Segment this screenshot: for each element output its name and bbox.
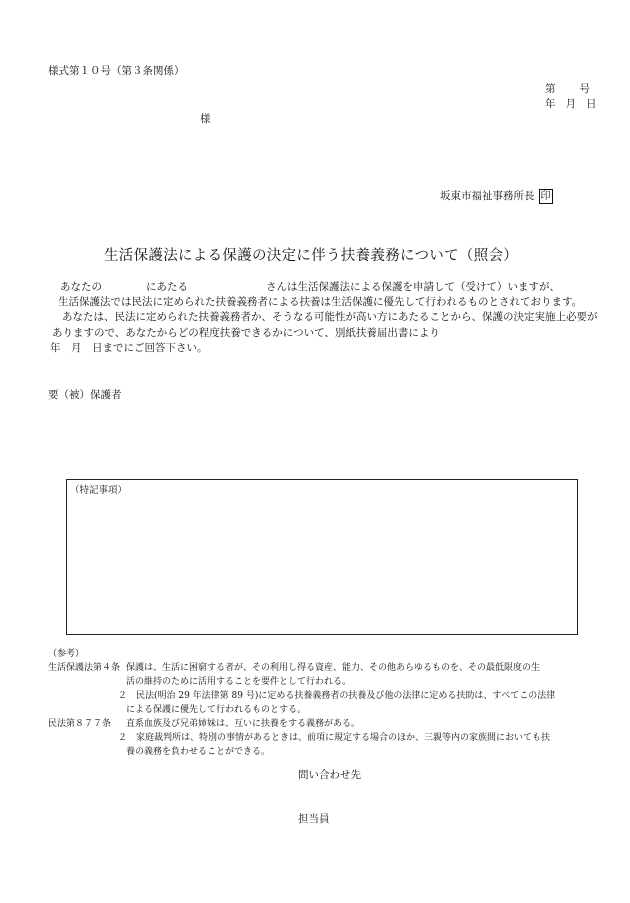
law1-para2-cont: による保護に優先して行われるものとする。 (126, 705, 307, 715)
document-number (545, 82, 590, 97)
seal-mark: 印 (540, 191, 551, 202)
document-body (50, 280, 605, 356)
body-p1-a: あなたの (60, 281, 102, 293)
body-paragraph-1-cont: 生活保護法では民法に定められた扶養義務者による扶養は生活保護に優先して行われるものとされております。 (58, 296, 583, 309)
form-number: 様式第１０号（第３条関係） (48, 65, 185, 77)
body-paragraph-2-date: 年 月 日までにご回答下さい。 (50, 341, 208, 354)
date-day: 日 (586, 98, 597, 110)
law2-heading: 民法第８７７条 (48, 719, 112, 729)
law2-para2-cont: 養の義務を負わせることができる。 (126, 747, 271, 757)
law2-para2: ２ 家庭裁判所は、特別の事情があるときは、前項に規定する場合のほか、三親等内の家族間においても扶 (118, 733, 551, 743)
body-p1-b: にあたる (146, 281, 188, 293)
number-suffix: 号 (579, 83, 590, 95)
document-date (545, 97, 597, 112)
date-month: 月 (565, 98, 576, 110)
law1-para1: 保護は、生活に困窮する者が、その利用し得る資産、能力、その他あらゆるものを、その最低限度の生 (126, 663, 541, 673)
special-notes-box[interactable] (66, 479, 578, 635)
body-p1-c: さんは生活保護法による保護を申請して（受けて）いますが、 (266, 281, 560, 293)
staff-label: 担当員 (298, 813, 330, 825)
body-paragraph-1 (60, 280, 605, 295)
document-title: 生活保護法による保護の決定に伴う扶養義務について（照会） (104, 248, 519, 264)
number-prefix: 第 (545, 83, 556, 95)
inquiry-label: 問い合わせ先 (298, 769, 361, 781)
law1-line1 (48, 662, 540, 675)
subject-label: 要（被）保護者 (48, 389, 122, 401)
law1-para2: ２ 民法(明治 29 年法律第 89 号)に定める扶養義務者の扶養及び他の法律に定める扶助は、すべてこの法律 (118, 691, 556, 701)
issuer (440, 189, 553, 204)
law1-heading: 生活保護法第４条 (48, 663, 121, 673)
recipient-suffix: 様 (200, 113, 211, 125)
special-notes-label: （特記事項） (70, 485, 128, 496)
issuer-name: 坂東市福祉事務所長 (440, 190, 535, 202)
date-year: 年 (545, 98, 556, 110)
law2-line1 (48, 718, 360, 731)
reference-heading: （参考） (48, 649, 85, 659)
body-paragraph-2: あなたは、民法に定められた扶養義務者か、そうなる可能性が高い方にあたることから、保護の決定実施上必要がありますので、あなたからどの程度扶養できるかについて、別紙扶養届出書により (52, 311, 598, 339)
law1-para1-cont: 活の維持のために活用することを要件として行われる。 (126, 677, 352, 687)
law2-para1: 直系血族及び兄弟姉妹は、互いに扶養をする義務がある。 (126, 719, 361, 729)
